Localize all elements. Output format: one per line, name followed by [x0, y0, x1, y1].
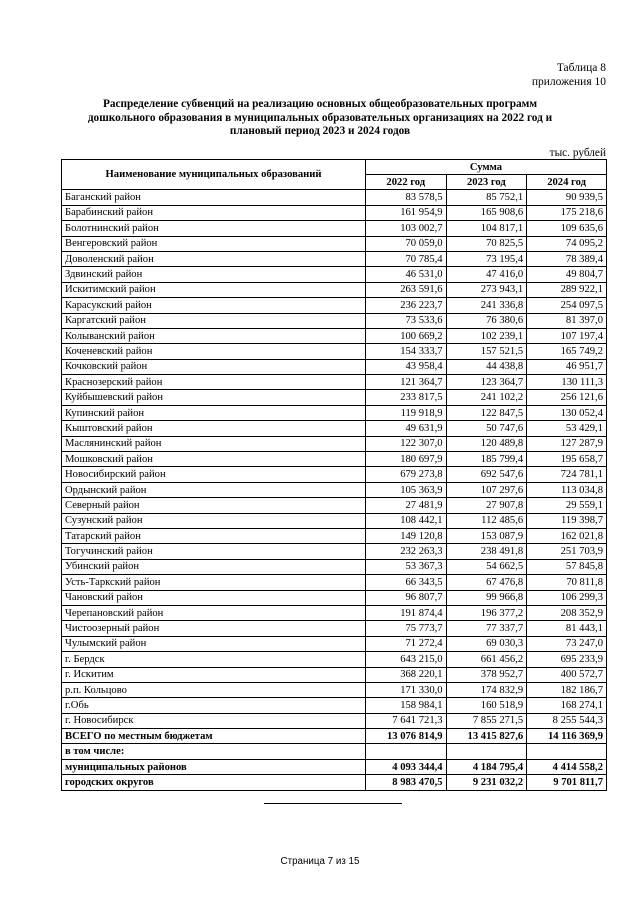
value-2022: 263 591,6 — [366, 282, 447, 297]
value-2023: 85 752,1 — [446, 190, 527, 205]
value-2024: 53 429,1 — [527, 421, 607, 436]
value-2022: 43 958,4 — [366, 359, 447, 374]
value-2023: 70 825,5 — [446, 236, 527, 251]
table-row — [62, 482, 607, 497]
value-2024: 195 658,7 — [527, 452, 607, 467]
value-2023: 165 908,6 — [446, 205, 527, 220]
value-2022: 70 785,4 — [366, 251, 447, 266]
municipal-2023: 4 184 795,4 — [446, 759, 527, 774]
value-2022: 53 367,3 — [366, 559, 447, 574]
value-2024: 81 443,1 — [527, 621, 607, 636]
value-2022: 108 442,1 — [366, 513, 447, 528]
table-row — [62, 621, 607, 636]
table-row — [62, 421, 607, 436]
value-2022: 119 918,9 — [366, 405, 447, 420]
total-2022: 13 076 814,9 — [366, 729, 447, 744]
municipality-name: г.Обь — [62, 698, 366, 713]
urban-2022: 8 983 470,5 — [366, 775, 447, 790]
value-2023: 241 336,8 — [446, 298, 527, 313]
table-caption — [532, 62, 606, 89]
municipality-name: Барабинский район — [62, 205, 366, 220]
table-row — [62, 390, 607, 405]
value-2024: 46 951,7 — [527, 359, 607, 374]
table-row — [62, 590, 607, 605]
value-2024: 251 703,9 — [527, 544, 607, 559]
value-2022: 70 059,0 — [366, 236, 447, 251]
empty-cell — [446, 744, 527, 759]
value-2024: 113 034,8 — [527, 482, 607, 497]
total-label: ВСЕГО по местным бюджетам — [62, 729, 366, 744]
municipality-name: Маслянинский район — [62, 436, 366, 451]
value-2022: 180 697,9 — [366, 452, 447, 467]
value-2024: 70 811,8 — [527, 575, 607, 590]
value-2023: 185 799,4 — [446, 452, 527, 467]
value-2023: 123 364,7 — [446, 375, 527, 390]
column-header-sum: Сумма — [366, 160, 607, 175]
table-row — [62, 544, 607, 559]
value-2024: 90 939,5 — [527, 190, 607, 205]
value-2023: 174 832,9 — [446, 682, 527, 697]
value-2024: 73 247,0 — [527, 636, 607, 651]
value-2022: 154 333,7 — [366, 344, 447, 359]
table-row — [62, 713, 607, 728]
value-2024: 695 233,9 — [527, 652, 607, 667]
municipal-districts-row — [62, 759, 607, 774]
table-body — [62, 190, 607, 790]
value-2023: 69 030,3 — [446, 636, 527, 651]
value-2022: 71 272,4 — [366, 636, 447, 651]
value-2023: 378 952,7 — [446, 667, 527, 682]
value-2024: 256 121,6 — [527, 390, 607, 405]
value-2022: 191 874,4 — [366, 605, 447, 620]
value-2024: 29 559,1 — [527, 498, 607, 513]
value-2022: 158 984,1 — [366, 698, 447, 713]
value-2022: 96 807,7 — [366, 590, 447, 605]
municipality-name: Кыштовский район — [62, 421, 366, 436]
municipality-name: Черепановский район — [62, 605, 366, 620]
value-2024: 162 021,8 — [527, 528, 607, 543]
value-2024: 254 097,5 — [527, 298, 607, 313]
table-row — [62, 328, 607, 343]
table-row — [62, 344, 607, 359]
table-row — [62, 605, 607, 620]
value-2023: 120 489,8 — [446, 436, 527, 451]
urban-2024: 9 701 811,7 — [527, 775, 607, 790]
municipality-name: Тогучинский район — [62, 544, 366, 559]
municipality-name: Чистоозерный район — [62, 621, 366, 636]
value-2022: 679 273,8 — [366, 467, 447, 482]
value-2024: 107 197,4 — [527, 328, 607, 343]
municipality-name: Усть-Таркский район — [62, 575, 366, 590]
column-header-name: Наименование муниципальных образований — [62, 160, 366, 190]
municipal-2024: 4 414 558,2 — [527, 759, 607, 774]
value-2023: 44 438,8 — [446, 359, 527, 374]
value-2022: 103 002,7 — [366, 221, 447, 236]
municipal-2022: 4 093 344,4 — [366, 759, 447, 774]
municipality-name: Новосибирский район — [62, 467, 366, 482]
table-row — [62, 698, 607, 713]
value-2024: 182 186,7 — [527, 682, 607, 697]
value-2023: 76 380,6 — [446, 313, 527, 328]
value-2023: 102 239,1 — [446, 328, 527, 343]
value-2024: 289 922,1 — [527, 282, 607, 297]
municipal-label: муниципальных районов — [62, 759, 366, 774]
value-2024: 168 274,1 — [527, 698, 607, 713]
value-2023: 196 377,2 — [446, 605, 527, 620]
total-2023: 13 415 827,6 — [446, 729, 527, 744]
total-2024: 14 116 369,9 — [527, 729, 607, 744]
municipality-name: г. Искитим — [62, 667, 366, 682]
table-row — [62, 205, 607, 220]
value-2022: 46 531,0 — [366, 267, 447, 282]
value-2022: 233 817,5 — [366, 390, 447, 405]
column-header-2024: 2024 год — [527, 175, 607, 190]
table-row — [62, 513, 607, 528]
municipality-name: Коченевский район — [62, 344, 366, 359]
value-2023: 27 907,8 — [446, 498, 527, 513]
value-2024: 175 218,6 — [527, 205, 607, 220]
value-2022: 7 641 721,3 — [366, 713, 447, 728]
urban-districts-row — [62, 775, 607, 790]
value-2023: 50 747,6 — [446, 421, 527, 436]
total-row — [62, 729, 607, 744]
municipality-name: Убинский район — [62, 559, 366, 574]
municipality-name: Куйбышевский район — [62, 390, 366, 405]
including-row — [62, 744, 607, 759]
value-2024: 130 052,4 — [527, 405, 607, 420]
value-2023: 99 966,8 — [446, 590, 527, 605]
urban-2023: 9 231 032,2 — [446, 775, 527, 790]
municipality-name: г. Бердск — [62, 652, 366, 667]
municipality-name: Здвинский район — [62, 267, 366, 282]
municipality-name: Каргатский район — [62, 313, 366, 328]
value-2024: 109 635,6 — [527, 221, 607, 236]
value-2024: 106 299,3 — [527, 590, 607, 605]
municipality-name: Венгеровский район — [62, 236, 366, 251]
value-2022: 122 307,0 — [366, 436, 447, 451]
table-row — [62, 251, 607, 266]
value-2024: 119 398,7 — [527, 513, 607, 528]
value-2024: 165 749,2 — [527, 344, 607, 359]
urban-label: городских округов — [62, 775, 366, 790]
value-2023: 104 817,1 — [446, 221, 527, 236]
table-row — [62, 682, 607, 697]
value-2023: 47 416,0 — [446, 267, 527, 282]
value-2023: 241 102,2 — [446, 390, 527, 405]
value-2024: 78 389,4 — [527, 251, 607, 266]
table-row — [62, 528, 607, 543]
municipality-name: Искитимский район — [62, 282, 366, 297]
value-2024: 74 095,2 — [527, 236, 607, 251]
table-row — [62, 405, 607, 420]
value-2022: 49 631,9 — [366, 421, 447, 436]
separator-line — [264, 803, 402, 804]
table-row — [62, 575, 607, 590]
municipality-name: Северный район — [62, 498, 366, 513]
value-2022: 236 223,7 — [366, 298, 447, 313]
table-row — [62, 267, 607, 282]
table-row — [62, 221, 607, 236]
value-2024: 8 255 544,3 — [527, 713, 607, 728]
value-2024: 127 287,9 — [527, 436, 607, 451]
table-row — [62, 375, 607, 390]
value-2023: 67 476,8 — [446, 575, 527, 590]
page-number: Страница 7 из 15 — [280, 856, 360, 867]
municipality-name: Карасукский район — [62, 298, 366, 313]
value-2024: 49 804,7 — [527, 267, 607, 282]
table-row — [62, 313, 607, 328]
empty-cell — [527, 744, 607, 759]
municipality-name: Болотнинский район — [62, 221, 366, 236]
value-2023: 73 195,4 — [446, 251, 527, 266]
table-row — [62, 467, 607, 482]
table-row — [62, 636, 607, 651]
appendix-reference: приложения 10 — [531, 75, 606, 88]
table-row — [62, 667, 607, 682]
value-2022: 161 954,9 — [366, 205, 447, 220]
municipality-name: Кочковский район — [62, 359, 366, 374]
municipality-name: Сузунский район — [62, 513, 366, 528]
value-2023: 157 521,5 — [446, 344, 527, 359]
value-2024: 81 397,0 — [527, 313, 607, 328]
value-2023: 54 662,5 — [446, 559, 527, 574]
value-2022: 100 669,2 — [366, 328, 447, 343]
document-title: Распределение субвенций на реализацию основных общеобразовательных программ дошкольного образования в муниципальных образовательных организациях на 2022 год и плановый период 2023 и 2024 годов — [87, 98, 553, 138]
value-2023: 238 491,8 — [446, 544, 527, 559]
value-2022: 66 343,5 — [366, 575, 447, 590]
municipality-name: Купинский район — [62, 405, 366, 420]
table-row — [62, 298, 607, 313]
value-2024: 130 111,3 — [527, 375, 607, 390]
value-2024: 400 572,7 — [527, 667, 607, 682]
value-2022: 368 220,1 — [366, 667, 447, 682]
value-2024: 208 352,9 — [527, 605, 607, 620]
value-2024: 57 845,8 — [527, 559, 607, 574]
municipality-name: р.п. Кольцово — [62, 682, 366, 697]
value-2023: 77 337,7 — [446, 621, 527, 636]
table-row — [62, 436, 607, 451]
value-2023: 7 855 271,5 — [446, 713, 527, 728]
municipality-name: Краснозерский район — [62, 375, 366, 390]
municipality-name: г. Новосибирск — [62, 713, 366, 728]
municipality-name: Мошковский район — [62, 452, 366, 467]
table-row — [62, 652, 607, 667]
column-header-2023: 2023 год — [446, 175, 527, 190]
value-2022: 75 773,7 — [366, 621, 447, 636]
municipality-name: Татарский район — [62, 528, 366, 543]
municipality-name: Ордынский район — [62, 482, 366, 497]
municipality-name: Доволенский район — [62, 251, 366, 266]
including-label: в том числе: — [62, 744, 366, 759]
empty-cell — [366, 744, 447, 759]
value-2022: 643 215,0 — [366, 652, 447, 667]
municipality-name: Чановский район — [62, 590, 366, 605]
column-header-2022: 2022 год — [366, 175, 447, 190]
table-row — [62, 359, 607, 374]
table-row — [62, 498, 607, 513]
value-2023: 273 943,1 — [446, 282, 527, 297]
table-number: Таблица 8 — [556, 62, 606, 74]
value-2023: 160 518,9 — [446, 698, 527, 713]
municipality-name: Баганский район — [62, 190, 366, 205]
value-2023: 661 456,2 — [446, 652, 527, 667]
value-2022: 171 330,0 — [366, 682, 447, 697]
units-label: тыс. рублей — [549, 147, 606, 159]
value-2023: 692 547,6 — [446, 467, 527, 482]
value-2023: 112 485,6 — [446, 513, 527, 528]
value-2024: 724 781,1 — [527, 467, 607, 482]
municipality-name: Колыванский район — [62, 328, 366, 343]
table-row — [62, 282, 607, 297]
value-2022: 105 363,9 — [366, 482, 447, 497]
value-2023: 153 087,9 — [446, 528, 527, 543]
municipality-name: Чулымский район — [62, 636, 366, 651]
value-2022: 27 481,9 — [366, 498, 447, 513]
table-row — [62, 452, 607, 467]
value-2022: 121 364,7 — [366, 375, 447, 390]
value-2023: 107 297,6 — [446, 482, 527, 497]
value-2022: 83 578,5 — [366, 190, 447, 205]
table-row — [62, 559, 607, 574]
value-2023: 122 847,5 — [446, 405, 527, 420]
value-2022: 232 263,3 — [366, 544, 447, 559]
subvention-table — [61, 159, 607, 791]
table-row — [62, 236, 607, 251]
value-2022: 73 533,6 — [366, 313, 447, 328]
table-row — [62, 190, 607, 205]
value-2022: 149 120,8 — [366, 528, 447, 543]
